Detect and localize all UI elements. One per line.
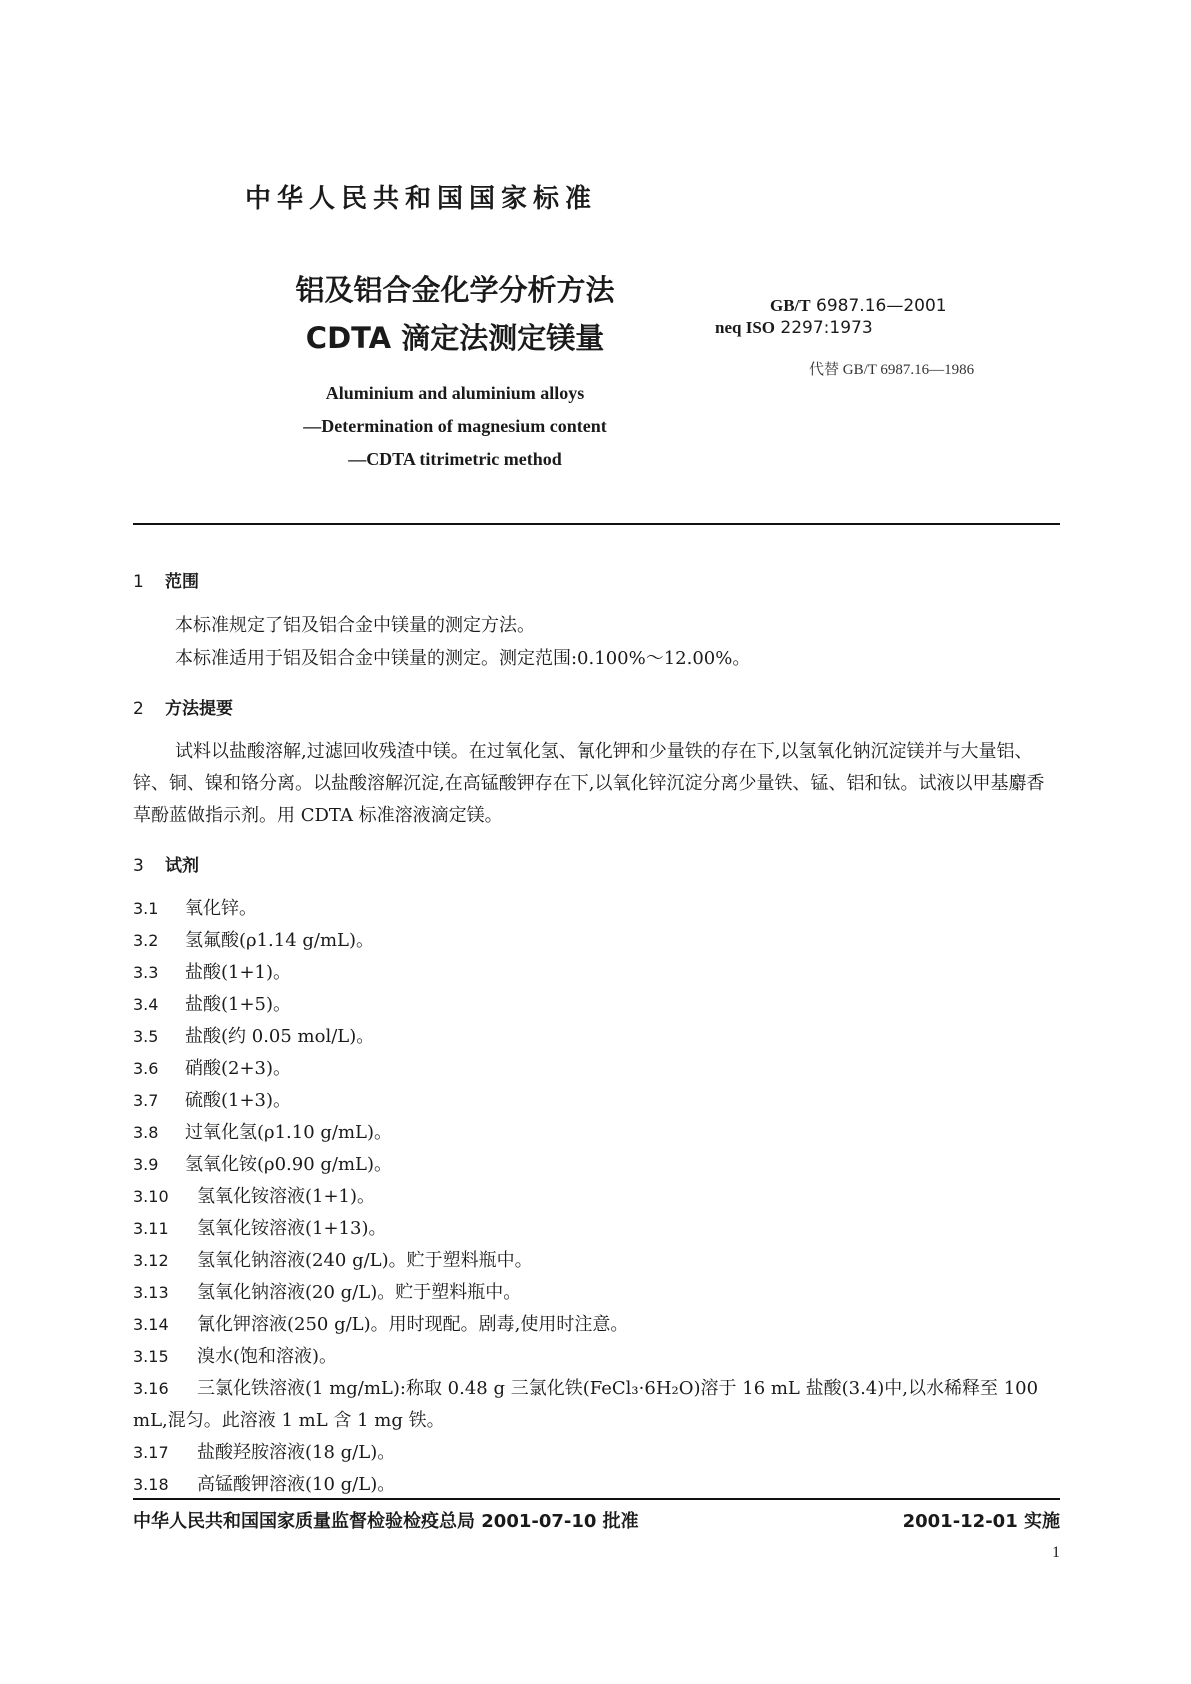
list-item [133,1117,1060,1149]
section-number: 3 [133,856,144,876]
item-text: 盐酸(约 0.05 mol/L)。 [185,1026,375,1047]
national-standard-header: 中华人民共和国国家标准 [245,184,598,214]
list-item [133,1085,1060,1117]
list-item [133,1245,1060,1277]
item-text: 氢氧化钠溶液(240 g/L)。贮于塑料瓶中。 [197,1250,533,1271]
english-title [270,377,640,476]
reagent-list [133,893,1060,1501]
item-text: 盐酸(1+5)。 [185,994,292,1015]
english-title-line-2: —Determination of magnesium content [303,416,607,436]
section-heading-2 [133,694,233,719]
item-text: 硫酸(1+3)。 [185,1090,292,1111]
list-item [133,1469,1060,1501]
header-divider [133,523,1060,525]
item-number: 3.6 [133,1059,159,1078]
item-text: 氰化钾溶液(250 g/L)。用时现配。剧毒,使用时注意。 [197,1314,629,1335]
item-text: 氢氧化铵(ρ0.90 g/mL)。 [185,1154,393,1175]
list-item [133,1149,1060,1181]
standard-prefix: GB/T [770,296,811,315]
item-number: 3.12 [133,1251,169,1270]
item-text: 氢氧化铵溶液(1+13)。 [197,1218,387,1239]
footer-divider [133,1498,1060,1500]
list-item [133,957,1060,989]
list-item [133,1181,1060,1213]
item-text: 氢氧化铵溶液(1+1)。 [197,1186,376,1207]
item-text: 三氯化铁溶液(1 mg/mL):称取 0.48 g 三氯化铁(FeCl₃·6H₂O)溶于 16 mL 盐酸(3.4)中,以水稀释至 100 mL,混匀。此溶液 1 mL 含 1 mg 铁。 [133,1378,1039,1431]
item-number: 3.7 [133,1091,159,1110]
item-number: 3.18 [133,1475,169,1494]
document-title [240,266,670,362]
item-number: 3.3 [133,963,159,982]
item-text: 盐酸羟胺溶液(18 g/L)。 [197,1442,396,1463]
item-number: 3.2 [133,931,159,950]
section-title: 范围 [165,572,199,592]
item-number: 3.8 [133,1123,159,1142]
paragraph: 试料以盐酸溶解,过滤回收残渣中镁。在过氧化氢、氰化钾和少量铁的存在下,以氢氧化钠沉淀镁并与大量铝、锌、铜、镍和铬分离。以盐酸溶解沉淀,在高锰酸钾存在下,以氧化锌沉淀分离少量铁、锰、铝和钛。试液以甲基麝香草酚蓝做指示剂。用 CDTA 标准溶液滴定镁。 [133,741,1045,826]
effective-date: 2001-12-01 实施 [902,1511,1060,1532]
section-2-body [133,736,1060,832]
item-number: 3.10 [133,1187,169,1206]
standard-code: 6987.16—2001 [816,296,947,316]
list-item [133,1053,1060,1085]
list-item [133,925,1060,957]
title-line-1: 铝及铝合金化学分析方法 [295,273,615,307]
title-line-2: CDTA 滴定法测定镁量 [305,321,605,355]
item-text: 氢氧化钠溶液(20 g/L)。贮于塑料瓶中。 [197,1282,522,1303]
item-number: 3.15 [133,1347,169,1366]
list-item [133,1277,1060,1309]
issuer-line: 中华人民共和国国家质量监督检验检疫总局 2001-07-10 批准 [133,1511,639,1532]
list-item [133,1341,1060,1373]
item-text: 溴水(饱和溶液)。 [197,1346,338,1367]
item-text: 过氧化氢(ρ1.10 g/mL)。 [185,1122,393,1143]
item-number: 3.9 [133,1155,159,1174]
neq-code: 2297:1973 [780,318,873,338]
item-number: 3.4 [133,995,159,1014]
item-text: 氢氟酸(ρ1.14 g/mL)。 [185,930,375,951]
section-number: 2 [133,699,144,719]
section-title: 试剂 [165,856,199,876]
list-item [133,1021,1060,1053]
neq-number [715,317,1020,339]
item-number: 3.14 [133,1315,169,1334]
english-title-line-1: Aluminium and aluminium alloys [325,383,585,403]
list-item [133,1373,1060,1437]
section-number: 1 [133,572,144,592]
item-number: 3.5 [133,1027,159,1046]
list-item [133,1213,1060,1245]
item-number: 3.17 [133,1443,169,1462]
item-text: 硝酸(2+3)。 [185,1058,292,1079]
item-number: 3.16 [133,1379,169,1398]
standard-number-block [715,295,1020,339]
item-number: 3.1 [133,899,159,918]
section-title: 方法提要 [165,699,233,719]
item-text: 高锰酸钾溶液(10 g/L)。 [197,1474,396,1495]
page-number: 1 [1052,1544,1060,1561]
list-item [133,893,1060,925]
list-item [133,989,1060,1021]
paragraph: 本标准适用于铝及铝合金中镁量的测定。测定范围:0.100%～12.00%。 [175,648,751,669]
replaces-note: 代替 GB/T 6987.16—1986 [809,362,975,378]
paragraph: 本标准规定了铝及铝合金中镁量的测定方法。 [175,615,535,636]
section-heading-3 [133,851,199,876]
list-item [133,1437,1060,1469]
english-title-line-3: —CDTA titrimetric method [348,449,562,469]
section-1-body [133,609,1060,675]
neq-prefix: neq ISO [715,318,775,337]
item-number: 3.11 [133,1219,169,1238]
list-item [133,1309,1060,1341]
section-heading-1 [133,567,199,592]
item-text: 盐酸(1+1)。 [185,962,292,983]
item-number: 3.13 [133,1283,169,1302]
item-text: 氧化锌。 [185,898,257,919]
standard-number [770,295,1020,317]
